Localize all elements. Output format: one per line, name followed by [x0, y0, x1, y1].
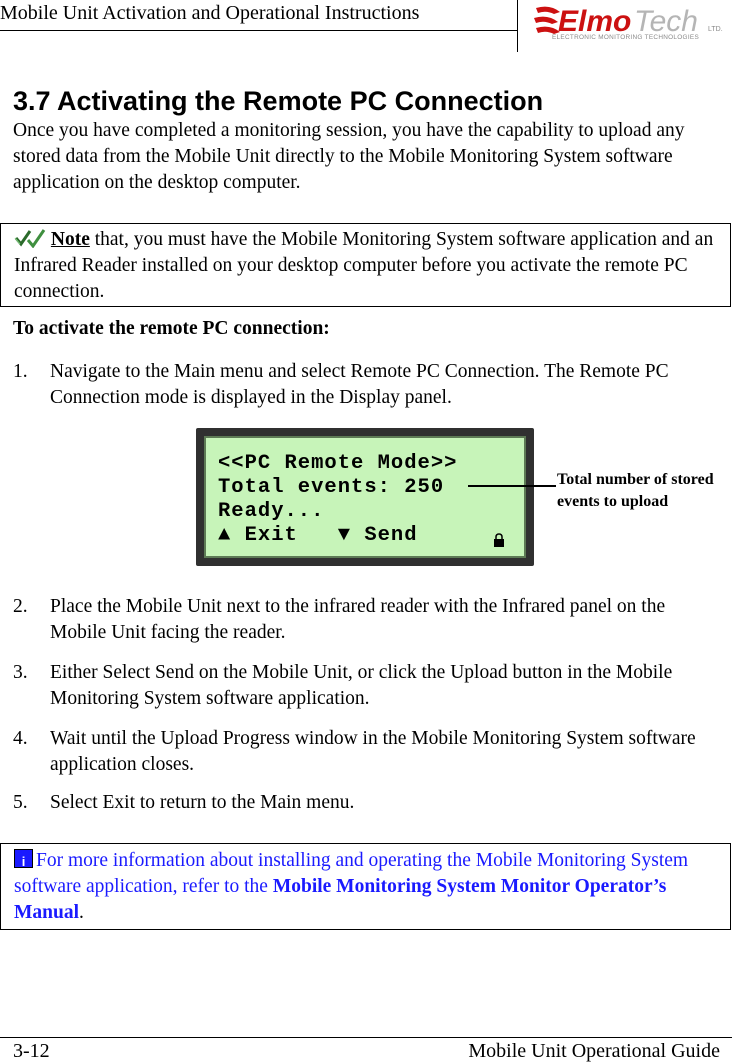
note-text-block [14, 227, 714, 305]
header-divider [0, 30, 517, 31]
step-text: Navigate to the Main menu and select Remote PC Connection. The Remote PC Connection mode is displayed in the Display panel. [50, 361, 669, 408]
footer-divider [0, 1037, 732, 1038]
checkmark-note-icon [14, 228, 46, 248]
step-number: 1. [13, 361, 28, 382]
logo-tagline: ELECTRONIC MONITORING TECHNOLOGIES [552, 34, 700, 41]
info-text-block [14, 848, 714, 926]
section-title: 3.7 Activating the Remote PC Connection [13, 86, 544, 116]
note-box [0, 223, 731, 307]
step-number: 2. [13, 596, 28, 617]
info-box [0, 843, 731, 930]
svg-text:Elmo: Elmo [558, 5, 632, 38]
lcd-line-status: Ready... [218, 500, 325, 523]
callout-label: Total number of stored events to upload [557, 471, 714, 510]
lcd-display-screen [204, 436, 526, 558]
callout-leader-line [468, 485, 556, 487]
header-vertical-divider [517, 0, 518, 52]
step-number: 4. [13, 728, 28, 749]
manual-reference: Mobile Monitoring System Monitor Operator’s Manual [14, 876, 667, 923]
lcd-line-mode: <<PC Remote Mode>> [218, 452, 458, 475]
note-label: Note [50, 229, 90, 250]
step-number: 5. [13, 792, 28, 813]
intro-paragraph: Once you have completed a monitoring session, you have the capability to upload any stored data from the Mobile Unit directly to the Mobile Monitoring System software application on the desktop computer. [13, 120, 685, 193]
lock-icon [492, 533, 506, 547]
step-text: Wait until the Upload Progress window in the Mobile Monitoring System software application closes. [50, 728, 696, 775]
step-text: Place the Mobile Unit next to the infrared reader with the Infrared panel on the Mobile Unit facing the reader. [50, 596, 666, 643]
info-text-end: . [79, 902, 84, 923]
lcd-display-frame [196, 428, 534, 566]
svg-text:Tech: Tech [634, 5, 698, 38]
step-text: Select Exit to return to the Main menu. [50, 792, 355, 813]
info-icon: i [14, 849, 33, 868]
step-text: Either Select Send on the Mobile Unit, or click the Upload button in the Mobile Monitoring System software application. [50, 662, 673, 709]
elmotech-logo [530, 2, 730, 48]
step-number: 3. [13, 662, 28, 683]
page-number: 3-12 [13, 1040, 50, 1062]
svg-text:LTD.: LTD. [708, 26, 723, 33]
lcd-line-softkeys: ▲ Exit ▼ Send [218, 524, 418, 547]
note-text: that, you must have the Mobile Monitoring System software application and an Infrared Reader installed on your desktop computer before you activate the remote PC connection. [14, 229, 714, 302]
footer-guide-title: Mobile Unit Operational Guide [468, 1040, 720, 1062]
info-text: For more information about installing and operating the Mobile Monitoring System software application, refer to the [14, 850, 689, 897]
header-title: Mobile Unit Activation and Operational Instructions [0, 2, 420, 24]
lcd-line-total-events: Total events: 250 [218, 476, 445, 499]
procedure-title: To activate the remote PC connection: [13, 318, 330, 339]
